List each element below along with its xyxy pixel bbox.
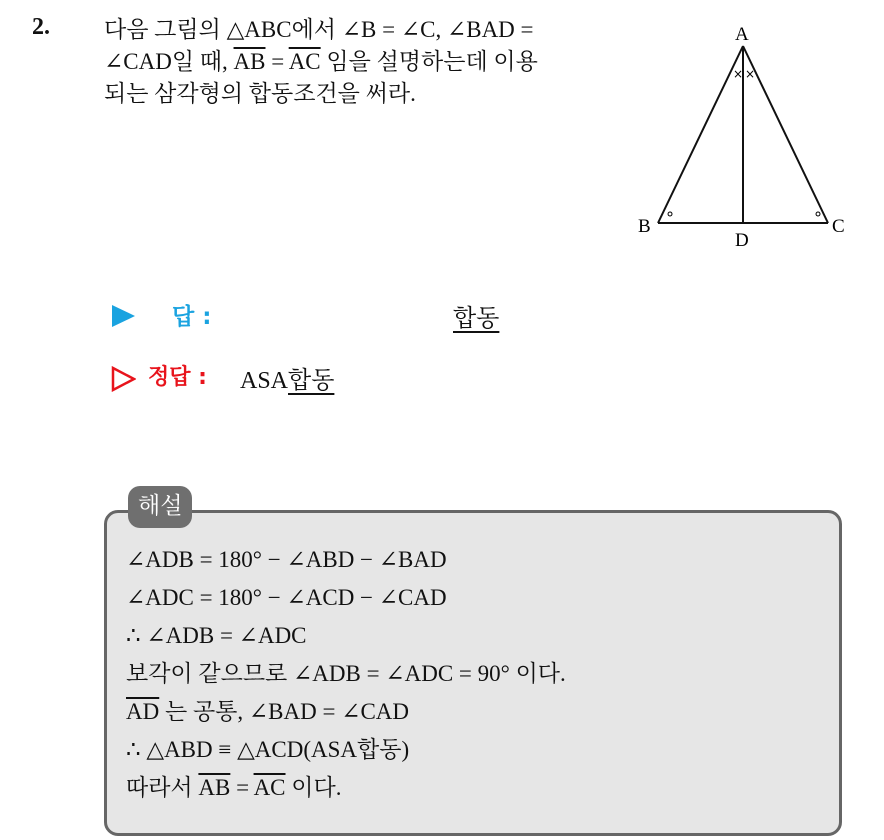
segment-ac: $\overline{AC}$: [288, 49, 321, 74]
correct-answer-prefix: ASA: [240, 368, 289, 394]
solution-line-7-mid: =: [230, 775, 254, 800]
question-line-2-post: 임을 설명하는데 이용: [320, 49, 538, 74]
angle-mark-b: ∘: [665, 204, 676, 223]
answer-value: 합동: [453, 306, 500, 332]
answer-row: [110, 298, 610, 334]
segment-ad-label: $\overline{AD}$: [126, 699, 160, 724]
equals-sign: =: [265, 49, 289, 74]
correct-answer-label: 정답 :: [148, 365, 207, 390]
vertex-label-c: C: [832, 216, 845, 237]
solution-tag: 해설: [128, 486, 192, 528]
solution-line-2: ∠ADC = 180° − ∠ACD − ∠CAD: [126, 585, 447, 610]
question-line-1: 다음 그림의 △ABC에서 ∠B = ∠C, ∠BAD =: [104, 17, 534, 42]
solution-line-1: ∠ADB = 180° − ∠ABD − ∠BAD: [126, 547, 447, 572]
triangle-outline-icon: [110, 366, 136, 392]
solution-line-7: [126, 769, 566, 807]
segment-ab-conclusion: $\overline{AB}$: [198, 775, 231, 800]
segment-ab: $\overline{AB}$: [233, 49, 266, 74]
correct-answer-value: [240, 360, 334, 395]
question-line-3: 되는 삼각형의 합동조건을 써라.: [104, 81, 416, 106]
vertex-label-a: A: [735, 24, 749, 45]
solution-line-7-post: 이다.: [285, 775, 342, 800]
angle-mark-cad: ×: [745, 67, 756, 81]
question-line-2: [104, 46, 624, 78]
solution-line-4: 보각이 같으므로 ∠ADB = ∠ADC = 90° 이다.: [126, 661, 566, 686]
angle-mark-bad: ×: [733, 67, 744, 81]
play-icon: [110, 304, 136, 328]
question-line-2-pre: ∠CAD일 때,: [104, 49, 234, 74]
solution-line-3: ∴ ∠ADB = ∠ADC: [126, 623, 307, 648]
angle-mark-c: ∘: [813, 204, 824, 223]
question-text: [104, 14, 624, 110]
question-number: 2.: [32, 14, 50, 40]
correct-answer-underlined: 합동: [288, 368, 335, 394]
point-label-d: D: [735, 230, 749, 251]
side-ab: [658, 46, 743, 223]
correct-answer-row: [110, 360, 610, 396]
solution-line-7-pre: 따라서: [126, 775, 199, 800]
solution-line-5-rest: 는 공통, ∠BAD = ∠CAD: [159, 699, 410, 724]
segment-ac-conclusion: $\overline{AC}$: [253, 775, 286, 800]
solution-line-5: [126, 693, 566, 731]
side-ac: [743, 46, 828, 223]
answer-label: 답 :: [172, 304, 212, 330]
solution-line-6: ∴ △ABD ≡ △ACD(ASA합동): [126, 737, 410, 762]
solution-lines: [126, 541, 566, 807]
vertex-label-b: B: [638, 216, 651, 237]
triangle-figure: [632, 18, 862, 258]
